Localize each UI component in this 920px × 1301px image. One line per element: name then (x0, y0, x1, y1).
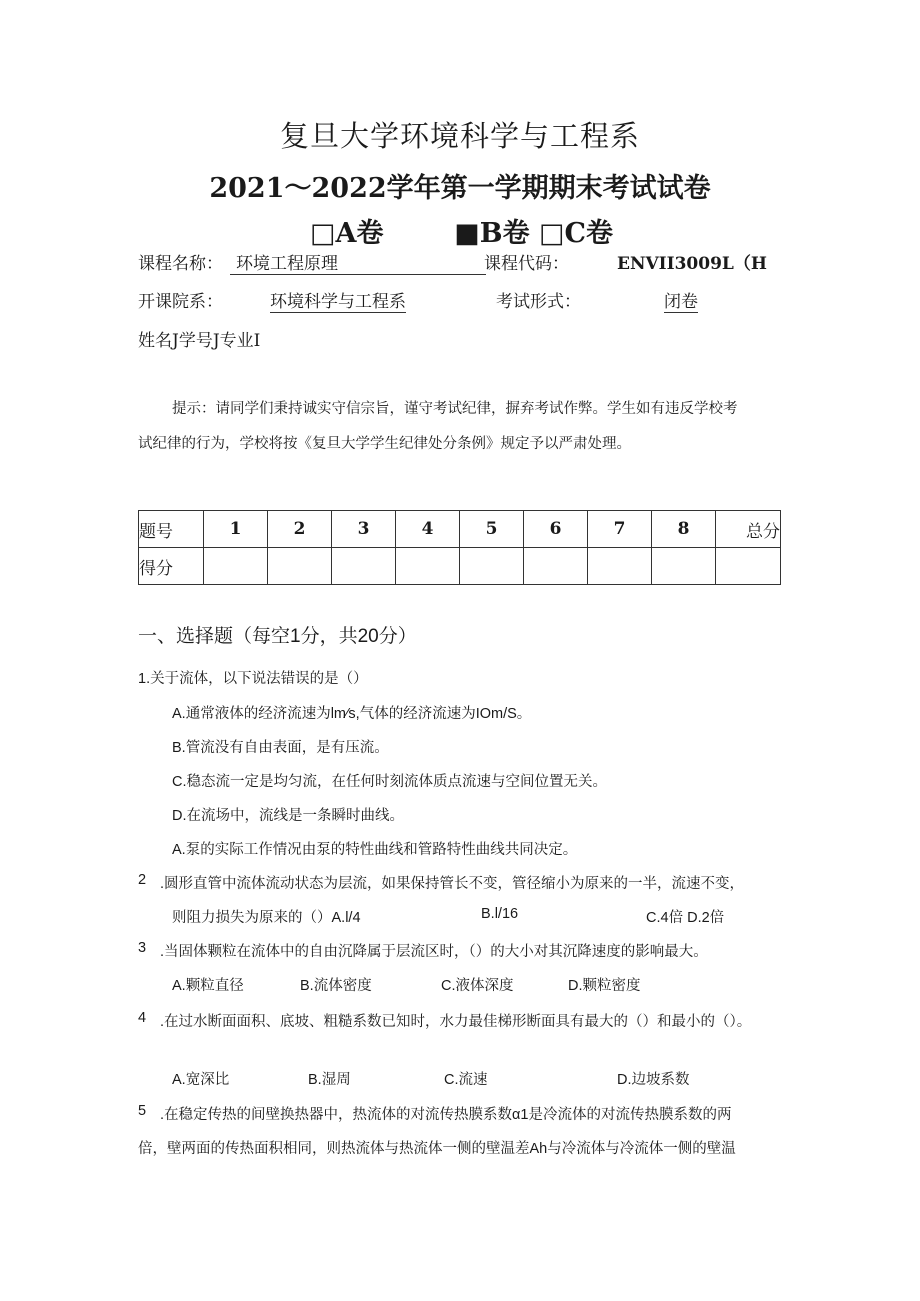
table-col-3: 3 (332, 511, 396, 548)
q4-option-c: C.流速 (444, 1072, 488, 1088)
table-col-7: 7 (588, 511, 652, 548)
q1-option-d: D.在流场中，流线是一条瞬时曲线。 (172, 808, 404, 824)
course-code-value: ENVII3009L（H (617, 254, 767, 274)
notice-line-1: 提示：请同学们秉持诚实守信宗旨，谨守考试纪律，摒弃考试作弊。学生如有违反学校考 (172, 401, 738, 417)
q4-stem: .在过水断面面积、底坡、粗糙系数已知时，水力最佳梯形断面具有最大的（）和最小的（）。 (160, 1014, 752, 1030)
table-col-total: 总分 (716, 511, 781, 548)
q2-option-a: 则阻力损失为原来的（）A.l/4 (172, 910, 361, 926)
score-table (138, 510, 781, 585)
exam-form-value: 闭卷 (664, 287, 698, 313)
score-table-score-row (139, 548, 781, 585)
score-cell (524, 548, 588, 585)
q4-option-b: B.湿周 (308, 1072, 351, 1088)
paper-c: □C卷 (539, 218, 614, 249)
score-table-header-row (139, 511, 781, 548)
exam-form-label: 考试形式： (496, 292, 581, 312)
q5-number: 5 (138, 1103, 147, 1119)
course-name-value: 环境工程原理 (230, 249, 486, 275)
q1-option-c: C.稳态流一定是均匀流，在任何时刻流体质点流速与空间位置无关。 (172, 774, 607, 790)
q5-line-2: 倍，壁两面的传热面积相同，则热流体与热流体一侧的壁温差Ah与冷流体与冷流体一侧的壁温 (138, 1141, 736, 1157)
table-row-label: 题号 (139, 511, 204, 548)
q3-number: 3 (138, 940, 147, 956)
course-name-label: 课程名称： (138, 254, 223, 274)
table-row-label: 得分 (139, 548, 204, 585)
q1-option-e: A.泵的实际工作情况由泵的特性曲线和管路特性曲线共同决定。 (172, 842, 578, 858)
q5-stem: .在稳定传热的间壁换热器中，热流体的对流传热膜系数α1是冷流体的对流传热膜系数的两 (160, 1107, 732, 1123)
q4-number: 4 (138, 1010, 147, 1026)
paper-b: ■B卷 (454, 218, 530, 249)
exam-term: 2021～2022学年第一学期期末考试试卷 (209, 173, 711, 204)
section-heading: 一、选择题（每空1分，共20分） (138, 626, 417, 647)
table-col-8: 8 (652, 511, 716, 548)
q3-option-c: C.液体深度 (441, 978, 514, 994)
q1-stem: 1.关于流体，以下说法错误的是（） (138, 671, 368, 687)
dept-label: 开课院系： (138, 292, 223, 312)
q2-option-cd: C.4倍 D.2倍 (646, 910, 725, 926)
table-col-5: 5 (460, 511, 524, 548)
score-cell (268, 548, 332, 585)
score-cell (716, 548, 781, 585)
dept-value: 环境科学与工程系 (270, 287, 406, 313)
score-cell (588, 548, 652, 585)
paper-type (310, 211, 613, 250)
q4-option-d: D.边坡系数 (617, 1072, 690, 1088)
q2-option-b: B.l/16 (481, 906, 519, 922)
table-col-1: 1 (204, 511, 268, 548)
q3-option-d: D.颗粒密度 (568, 978, 641, 994)
notice-line-2: 试纪律的行为，学校将按《复旦大学学生纪律处分条例》规定予以严肃处理。 (138, 436, 631, 452)
course-code-label: 课程代码： (484, 254, 569, 274)
student-info-line: 姓名J学号J专业I (138, 331, 261, 351)
paper-a: □A卷 (310, 218, 384, 249)
q3-option-b: B.流体密度 (300, 978, 372, 994)
table-col-6: 6 (524, 511, 588, 548)
q3-option-a: A.颗粒直径 (172, 978, 244, 994)
exam-form-field (664, 287, 698, 313)
score-cell (204, 548, 268, 585)
q2-number: 2 (138, 872, 147, 888)
score-cell (460, 548, 524, 585)
table-col-4: 4 (396, 511, 460, 548)
dept-field (270, 287, 406, 313)
q1-option-a: A.通常液体的经济流速为lm∕s,气体的经济流速为IOm/S。 (172, 706, 532, 722)
score-cell (396, 548, 460, 585)
q2-stem: .圆形直管中流体流动状态为层流，如果保持管长不变，管径缩小为原来的一半，流速不变， (160, 876, 745, 892)
q3-stem: .当固体颗粒在流体中的自由沉降属于层流区时，（）的大小对其沉降速度的影响最大。 (160, 944, 708, 960)
table-col-2: 2 (268, 511, 332, 548)
q1-option-b: B.管流没有自由表面，是有压流。 (172, 740, 389, 756)
score-cell (652, 548, 716, 585)
course-name-field (230, 249, 486, 275)
score-cell (332, 548, 396, 585)
exam-title: 复旦大学环境科学与工程系 (279, 119, 640, 153)
q4-option-a: A.宽深比 (172, 1072, 230, 1088)
